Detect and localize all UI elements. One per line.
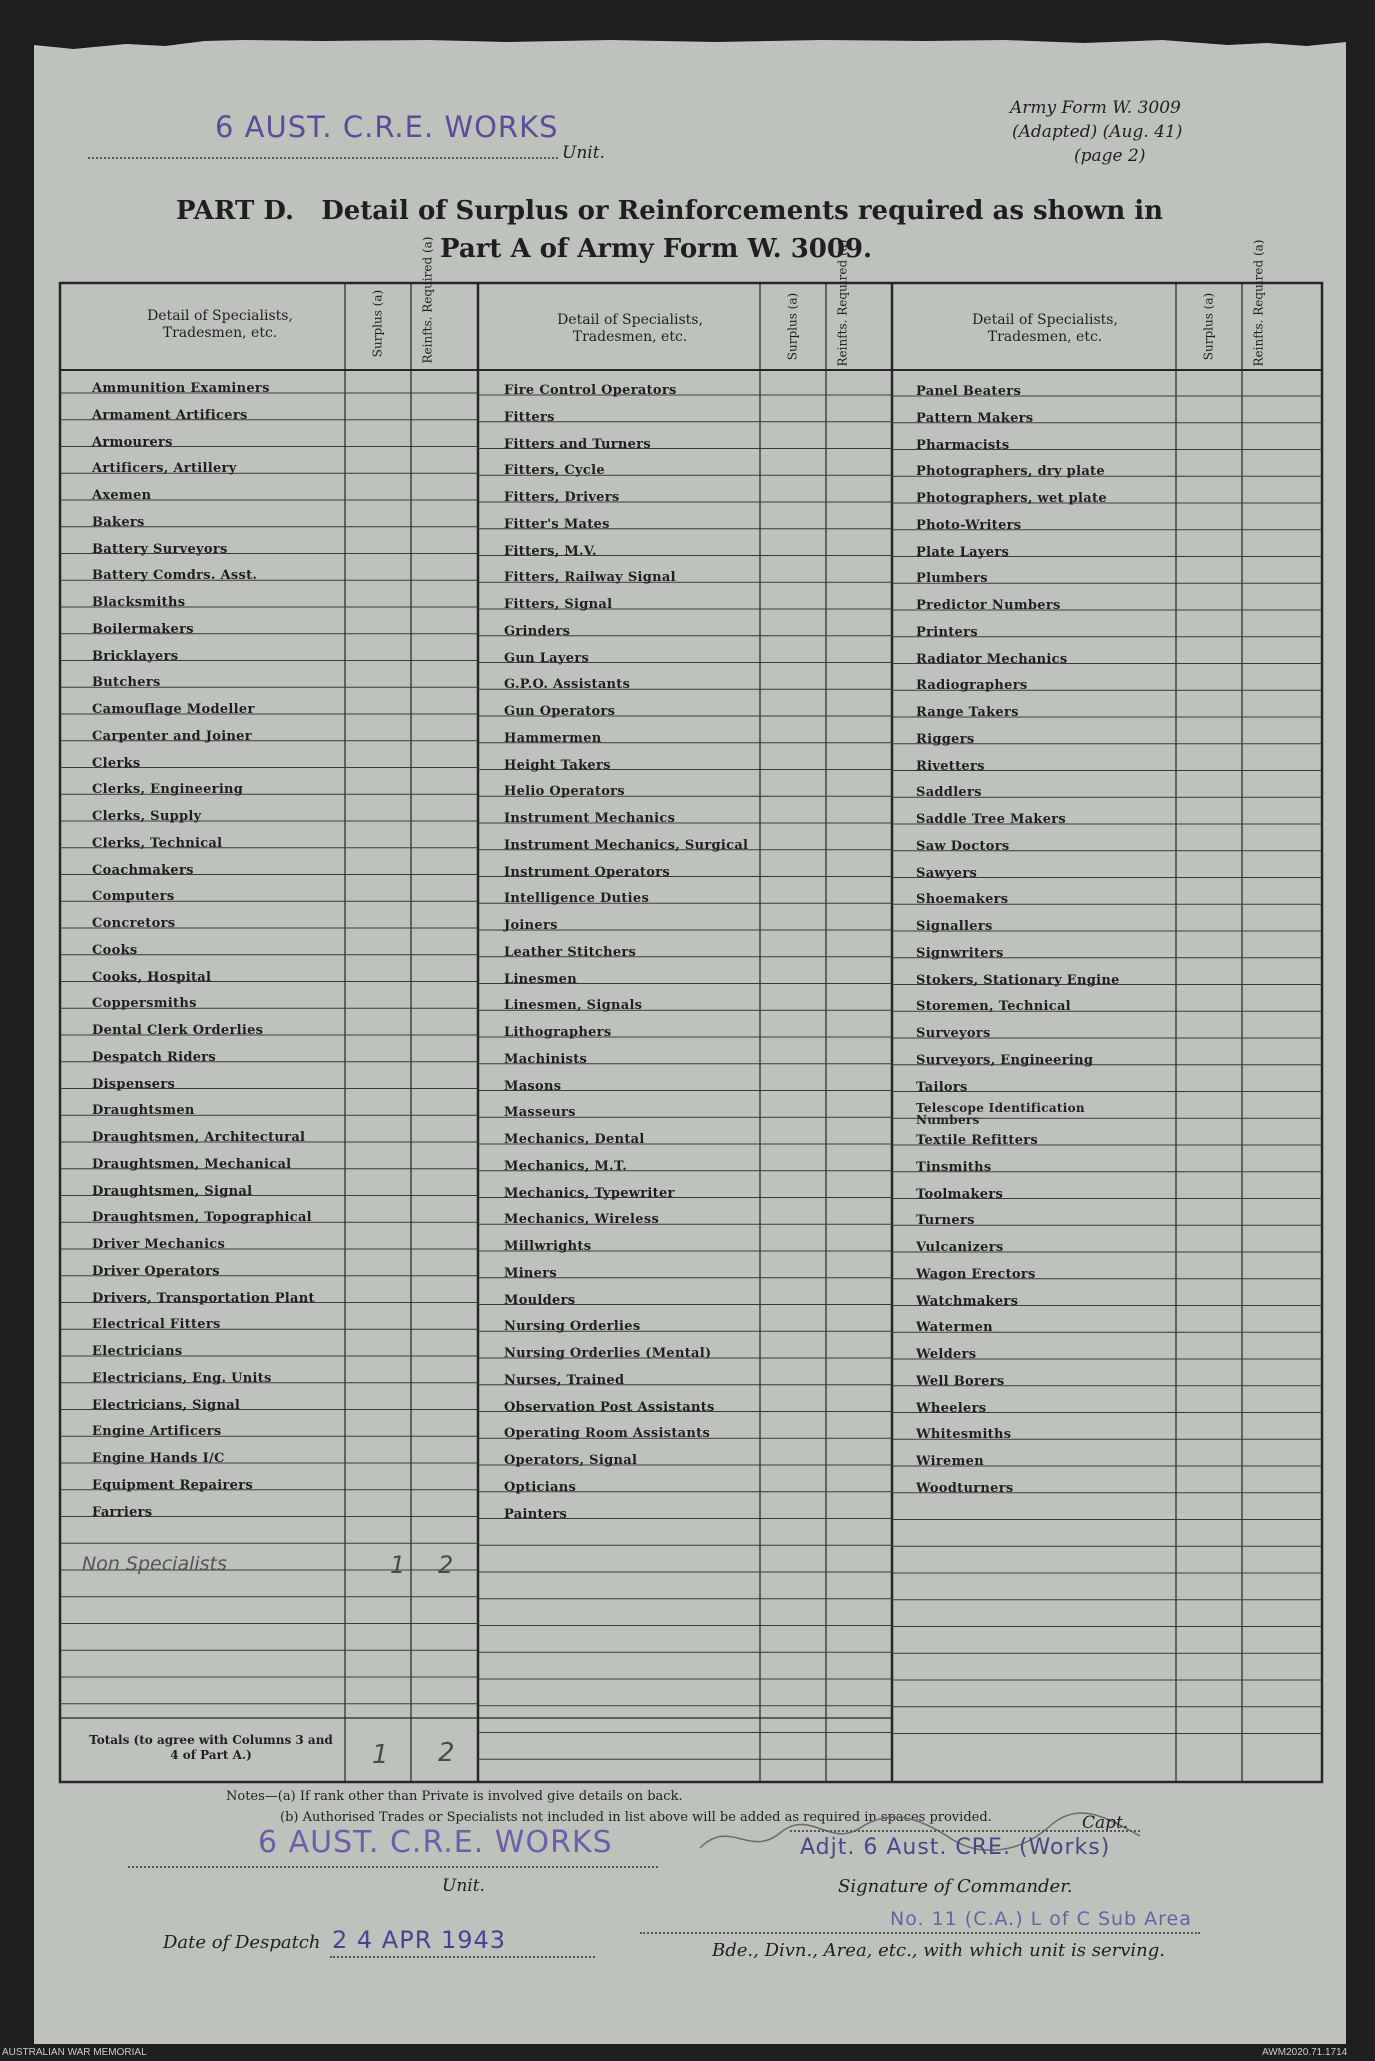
date-label: Date of Despatch — [163, 1932, 321, 1953]
col3-trade-item: Saddlers — [916, 785, 982, 801]
col2-trade-item: Mechanics, Typewriter — [504, 1185, 675, 1201]
col2-trade-item: Joiners — [504, 918, 558, 933]
nonspecialists-entry: Non Specialists — [82, 1553, 227, 1575]
col1-trade-item: Clerks, Supply — [92, 809, 202, 824]
form-page: (page 2) — [1074, 146, 1146, 166]
col3-trade-item: Signwriters — [916, 945, 1004, 961]
col2-trade-item: Observation Post Assistants — [504, 1399, 715, 1415]
col1-trade-item: Bricklayers — [92, 648, 179, 664]
col3-trade-item: Toolmakers — [916, 1186, 1004, 1202]
col3-trade-item: Surveyors — [916, 1026, 991, 1041]
col1-trade-item: Cooks — [92, 942, 138, 958]
col2-trade-item: G.P.O. Assistants — [504, 677, 631, 693]
col2-trade-item: Leather Stitchers — [504, 944, 637, 960]
col1-trade-item: Electricians, Signal — [92, 1397, 241, 1413]
col1-trade-item: Draughtsmen — [92, 1103, 195, 1119]
col3-trade-item: Watchmakers — [916, 1293, 1019, 1309]
date-line — [330, 1956, 595, 1958]
col1-trade-item: Drivers, Transportation Plant — [92, 1290, 315, 1306]
col1-trade-item: Cooks, Hospital — [92, 969, 212, 985]
col2-trade-item: Instrument Operators — [504, 864, 670, 880]
col1-trade-item: Dental Clerk Orderlies — [92, 1023, 264, 1038]
col3-trade-item: Pharmacists — [916, 437, 1010, 453]
col2-trade-item: Linesmen — [504, 971, 577, 987]
col2-trade-item: Fitter's Mates — [504, 516, 610, 532]
col2-trade-item: Masons — [504, 1078, 562, 1094]
col1-trade-item: Draughtsmen, Architectural — [92, 1130, 306, 1145]
col2-trade-item: Moulders — [504, 1292, 576, 1308]
col1-trade-item: Farriers — [92, 1504, 153, 1520]
col1-trade-item: Armourers — [92, 434, 173, 450]
col1-trade-item: Artificers, Artillery — [92, 461, 237, 477]
col3-trade-item: Tinsmiths — [916, 1159, 992, 1175]
col3-trade-item: Printers — [916, 624, 978, 640]
credit-left: AUSTRALIAN WAR MEMORIAL — [2, 2047, 147, 2058]
col1-trade-item: Battery Comdrs. Asst. — [92, 568, 258, 584]
col3-detail-header: Detail of Specialists, Tradesmen, etc. — [972, 312, 1118, 345]
col1-trade-item: Driver Mechanics — [92, 1237, 226, 1252]
col3-trade-item: Surveyors, Engineering — [916, 1052, 1094, 1068]
col3-trade-item: Well Borers — [916, 1373, 1005, 1389]
col1-trade-item: Engine Artificers — [92, 1424, 222, 1440]
col1-trade-item: Draughtsmen, Mechanical — [92, 1156, 292, 1172]
nonspec-surplus-value: 1 — [390, 1551, 406, 1579]
col2-trade-item: Machinists — [504, 1051, 588, 1067]
col1-surplus-header: Surplus (a) — [370, 289, 385, 358]
col2-trade-item: Opticians — [504, 1479, 577, 1495]
col2-trade-item: Grinders — [504, 623, 571, 639]
totals-label: Totals (to agree with Columns 3 and 4 of Part A.) — [89, 1733, 333, 1762]
page-subtitle: Part A of Army Form W. 3009. — [440, 234, 873, 264]
unit-label-top: Unit. — [562, 143, 605, 163]
col1-trade-item: Camouflage Modeller — [92, 702, 255, 717]
note-b: (b) Authorised Trades or Specialists not included in list above will be added as required in spaces provided. — [280, 1810, 992, 1825]
col1-trade-item: Clerks, Technical — [92, 835, 223, 851]
col2-trade-item: Height Takers — [504, 757, 611, 773]
unit-stamp-top: 6 AUST. C.R.E. WORKS — [215, 110, 559, 144]
col1-reinfts-header: Reinfts. Required (a) — [420, 236, 435, 364]
bde-label: Bde., Divn., Area, etc., with which unit is serving. — [712, 1940, 1165, 1961]
col3-trade-item: Wheelers — [916, 1400, 987, 1416]
col3-reinfts-header: Reinfts. Required (a) — [1251, 239, 1266, 367]
note-a: Notes—(a) If rank other than Private is involved give details on back. — [226, 1789, 683, 1804]
col3-trade-item: Plumbers — [916, 571, 988, 587]
date-stamp: 2 4 APR 1943 — [332, 1926, 507, 1954]
col2-trade-item: Fitters, Cycle — [504, 463, 605, 479]
col2-trade-item: Lithographers — [504, 1025, 612, 1040]
capt-label: Capt. — [1082, 1813, 1129, 1833]
col2-trade-item: Mechanics, Dental — [504, 1132, 645, 1147]
col2-trade-item: Fitters, Railway Signal — [504, 570, 676, 586]
col2-trade-item: Mechanics, M.T. — [504, 1158, 628, 1174]
form-adapted: (Adapted) (Aug. 41) — [1012, 122, 1183, 142]
col2-trade-item: Gun Operators — [504, 704, 616, 719]
col2-reinfts-header: Reinfts. Required (a) — [835, 239, 850, 367]
col2-trade-item: Nurses, Trained — [504, 1372, 625, 1388]
col1-trade-item: Boilermakers — [92, 621, 194, 637]
area-stamp: No. 11 (C.A.) L of C Sub Area — [890, 1908, 1192, 1930]
col2-trade-item: Nursing Orderlies (Mental) — [504, 1346, 712, 1361]
col1-trade-item: Coppersmiths — [92, 996, 197, 1012]
col3-trade-item: Telescope Identification Numbers — [916, 1101, 1085, 1128]
col2-trade-item: Painters — [504, 1506, 568, 1522]
col1-detail-header: Detail of Specialists, Tradesmen, etc. — [147, 308, 293, 341]
col1-trade-item: Carpenter and Joiner — [92, 728, 252, 744]
col2-trade-item: Millwrights — [504, 1239, 592, 1254]
unit-line-bottom — [128, 1866, 658, 1868]
col3-trade-item: Saw Doctors — [916, 838, 1010, 854]
col3-trade-item: Radiographers — [916, 678, 1028, 694]
signature-line — [790, 1830, 1140, 1832]
col3-trade-item: Whitesmiths — [916, 1427, 1012, 1443]
col3-trade-item: Turners — [916, 1213, 975, 1229]
col2-trade-item: Mechanics, Wireless — [504, 1212, 660, 1228]
col3-trade-item: Photo-Writers — [916, 517, 1022, 533]
col3-trade-item: Wagon Erectors — [916, 1266, 1036, 1282]
col1-trade-item: Coachmakers — [92, 862, 194, 878]
col2-trade-item: Nursing Orderlies — [504, 1319, 641, 1335]
col1-trade-item: Driver Operators — [92, 1263, 220, 1279]
col2-surplus-header: Surplus (a) — [785, 292, 800, 361]
totals-surplus-value: 1 — [372, 1740, 389, 1770]
col2-trade-item: Hammermen — [504, 730, 602, 746]
col3-trade-item: Sawyers — [916, 865, 978, 881]
adjt-stamp: Adjt. 6 Aust. CRE. (Works) — [800, 1835, 1111, 1860]
col1-trade-item: Concretors — [92, 916, 176, 931]
area-line — [640, 1932, 1200, 1934]
col1-trade-item: Armament Artificers — [92, 407, 248, 423]
col3-trade-item: Predictor Numbers — [916, 598, 1061, 613]
col3-trade-item: Saddle Tree Makers — [916, 812, 1067, 827]
unit-stamp-bottom: 6 AUST. C.R.E. WORKS — [258, 1825, 613, 1860]
col1-trade-item: Electricians, Eng. Units — [92, 1370, 272, 1386]
col1-trade-item: Clerks, Engineering — [92, 782, 244, 798]
totals-reinf-value: 2 — [438, 1738, 455, 1768]
col3-trade-item: Pattern Makers — [916, 410, 1034, 426]
col1-trade-item: Draughtsmen, Topographical — [92, 1210, 312, 1226]
credit-right: AWM2020.71.1714 — [1262, 2047, 1348, 2058]
col1-trade-item: Axemen — [92, 488, 152, 503]
form-number: Army Form W. 3009 — [1010, 98, 1181, 118]
col3-trade-item: Radiator Mechanics — [916, 651, 1068, 667]
col2-trade-item: Intelligence Duties — [504, 891, 650, 907]
col3-trade-item: Stokers, Stationary Engine — [916, 972, 1120, 988]
col3-trade-item: Range Takers — [916, 705, 1019, 720]
col2-trade-item: Linesmen, Signals — [504, 998, 643, 1014]
col1-trade-item: Computers — [92, 889, 175, 905]
col2-trade-item: Gun Layers — [504, 650, 590, 666]
col3-trade-item: Wiremen — [916, 1454, 985, 1469]
col1-trade-item: Ammunition Examiners — [92, 381, 270, 396]
col1-trade-item: Clerks — [92, 755, 141, 771]
col2-trade-item: Operators, Signal — [504, 1453, 638, 1468]
col2-trade-item: Fitters, Drivers — [504, 490, 620, 505]
col3-trade-item: Storemen, Technical — [916, 999, 1071, 1015]
unit-label-bottom: Unit. — [442, 1876, 485, 1896]
col1-trade-item: Despatch Riders — [92, 1049, 217, 1065]
col3-trade-item: Vulcanizers — [916, 1240, 1004, 1255]
col1-trade-item: Bakers — [92, 514, 145, 530]
col2-trade-item: Instrument Mechanics — [504, 811, 676, 826]
col3-trade-item: Plate Layers — [916, 544, 1010, 560]
col2-trade-item: Operating Room Assistants — [504, 1426, 711, 1442]
col2-trade-item: Helio Operators — [504, 784, 625, 800]
page-title: PART D. Detail of Surplus or Reinforcements required as shown in — [176, 196, 1164, 226]
col1-trade-item: Equipment Repairers — [92, 1477, 254, 1493]
col3-trade-item: Photographers, wet plate — [916, 491, 1107, 506]
col3-trade-item: Shoemakers — [916, 892, 1009, 908]
col3-trade-item: Signallers — [916, 919, 993, 934]
col1-trade-item: Electrical Fitters — [92, 1317, 221, 1333]
col3-trade-item: Riggers — [916, 731, 975, 747]
col3-trade-item: Tailors — [916, 1079, 968, 1095]
col3-trade-item: Textile Refitters — [916, 1133, 1039, 1148]
col3-surplus-header: Surplus (a) — [1201, 292, 1216, 361]
col1-trade-item: Engine Hands I/C — [92, 1451, 225, 1466]
col2-trade-item: Instrument Mechanics, Surgical — [504, 837, 749, 853]
col3-trade-item: Panel Beaters — [916, 384, 1022, 399]
col2-trade-item: Masseurs — [504, 1105, 576, 1121]
col2-trade-item: Fitters, M.V. — [504, 543, 597, 559]
col2-detail-header: Detail of Specialists, Tradesmen, etc. — [557, 312, 703, 345]
col2-trade-item: Fitters, Signal — [504, 597, 613, 612]
signature-label: Signature of Commander. — [838, 1876, 1073, 1897]
col3-trade-item: Welders — [916, 1347, 977, 1362]
col1-trade-item: Battery Surveyors — [92, 541, 228, 557]
col3-trade-item: Watermen — [916, 1320, 993, 1336]
col2-trade-item: Fitters and Turners — [504, 436, 652, 452]
col1-trade-item: Electricians — [92, 1344, 183, 1359]
col1-trade-item: Butchers — [92, 675, 161, 691]
col3-trade-item: Photographers, dry plate — [916, 464, 1105, 480]
col1-trade-item: Blacksmiths — [92, 595, 186, 610]
col2-trade-item: Fitters — [504, 409, 555, 425]
nonspec-reinf-value: 2 — [438, 1551, 454, 1579]
col1-trade-item: Dispensers — [92, 1076, 176, 1092]
col3-trade-item: Woodturners — [916, 1480, 1014, 1496]
col1-trade-item: Draughtsmen, Signal — [92, 1183, 253, 1199]
col2-trade-item: Miners — [504, 1265, 558, 1281]
col2-trade-item: Fire Control Operators — [504, 383, 677, 398]
col3-trade-item: Rivetters — [916, 758, 985, 774]
